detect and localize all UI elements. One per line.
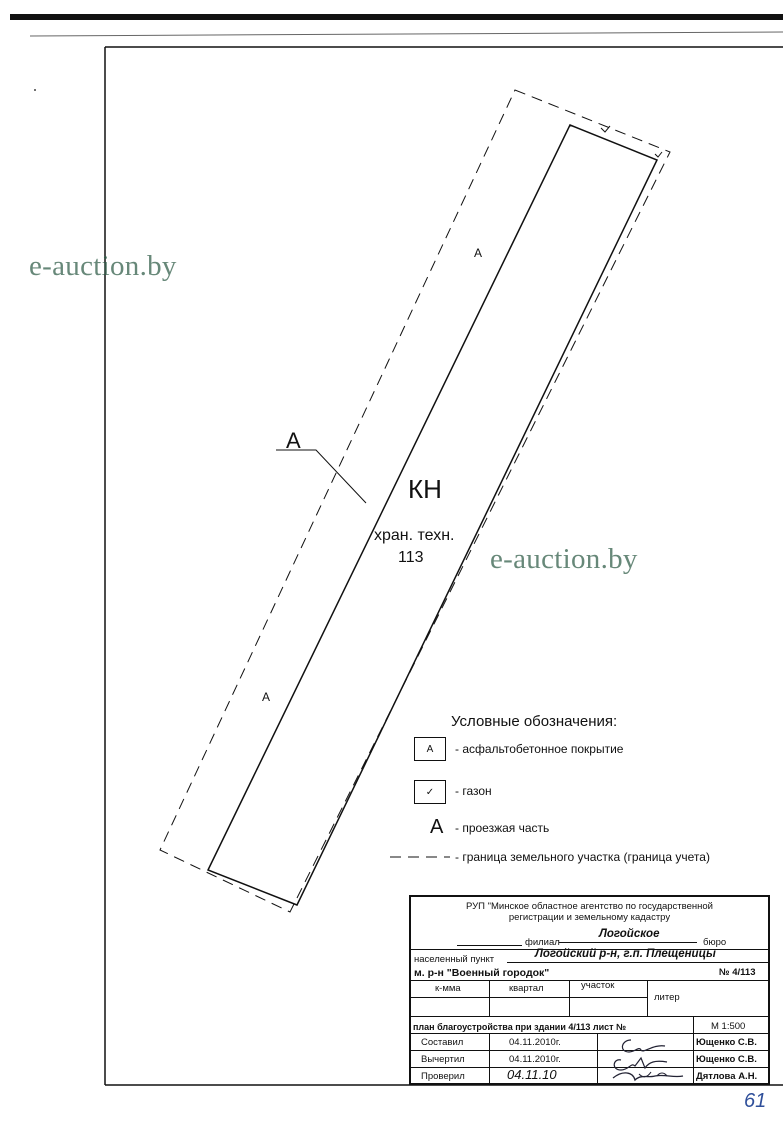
legend-asphalt-symbol: А xyxy=(414,737,446,761)
section-leader-line xyxy=(276,450,366,503)
asphalt-label-top: А xyxy=(474,246,483,260)
bureau-label: бюро xyxy=(703,937,727,948)
title-block xyxy=(409,895,770,1085)
zone-purpose: хран. техн. xyxy=(374,527,455,544)
org-line-1: РУП "Минское областное агентство по государственной xyxy=(466,901,713,912)
plan-title: план благоустройства при здании 4/113 лист № xyxy=(413,1022,627,1032)
district: м. р-н "Военный городок" xyxy=(414,967,550,979)
name-checked: Дятлова А.Н. xyxy=(696,1071,758,1082)
scan-edge-top xyxy=(10,14,783,20)
settlement-value: Логойский р-н, г.п. Плещеницы xyxy=(535,948,716,960)
record-number: № 4/113 xyxy=(719,967,756,978)
branch-label: филиал xyxy=(525,937,560,948)
zone-code: КН xyxy=(408,474,442,504)
legend-title: Условные обозначения: xyxy=(451,713,618,730)
building-number: 113 xyxy=(398,549,424,566)
legend-lawn-symbol: ✓ xyxy=(414,780,446,804)
date-checked: 04.11.10 xyxy=(507,1067,557,1082)
col-kvartal: квартал xyxy=(509,983,544,994)
role-drawn: Вычертил xyxy=(421,1054,465,1065)
lawn-mark xyxy=(601,126,610,132)
watermark: e-auction.by xyxy=(29,250,177,282)
road-label: А xyxy=(286,428,301,453)
lawn-mark xyxy=(655,152,662,157)
date-compiled: 04.11.2010г. xyxy=(509,1037,561,1048)
name-drawn: Ющенко С.В. xyxy=(696,1054,757,1065)
scale: М 1:500 xyxy=(711,1021,746,1032)
legend-lawn-text: - газон xyxy=(455,784,492,798)
branch-value: Логойское xyxy=(599,928,660,940)
date-drawn: 04.11.2010г. xyxy=(509,1054,561,1065)
col-kmma: к-мма xyxy=(435,983,461,994)
scan-rule xyxy=(30,32,783,36)
legend-road-text: - проезжая часть xyxy=(455,821,550,835)
name-compiled: Ющенко С.В. xyxy=(696,1037,757,1048)
role-checked: Проверил xyxy=(421,1071,465,1082)
asphalt-label-bottom: А xyxy=(262,690,271,704)
watermark: e-auction.by xyxy=(490,543,638,575)
page-number: 61 xyxy=(744,1090,767,1112)
role-compiled: Составил xyxy=(421,1037,464,1048)
legend-asphalt-text: - асфальтобетонное покрытие xyxy=(455,742,624,756)
org-line-2: регистрации и земельному кадастру xyxy=(508,912,671,923)
col-liter: литер xyxy=(654,992,680,1003)
signatures xyxy=(603,1030,693,1088)
legend-boundary-text: - граница земельного участка (граница учета) xyxy=(455,850,710,864)
col-uchastok: участок xyxy=(581,980,615,991)
settlement-label: населенный пункт xyxy=(414,954,495,965)
legend-road-symbol: А xyxy=(430,816,444,838)
scan-dot xyxy=(34,89,36,91)
